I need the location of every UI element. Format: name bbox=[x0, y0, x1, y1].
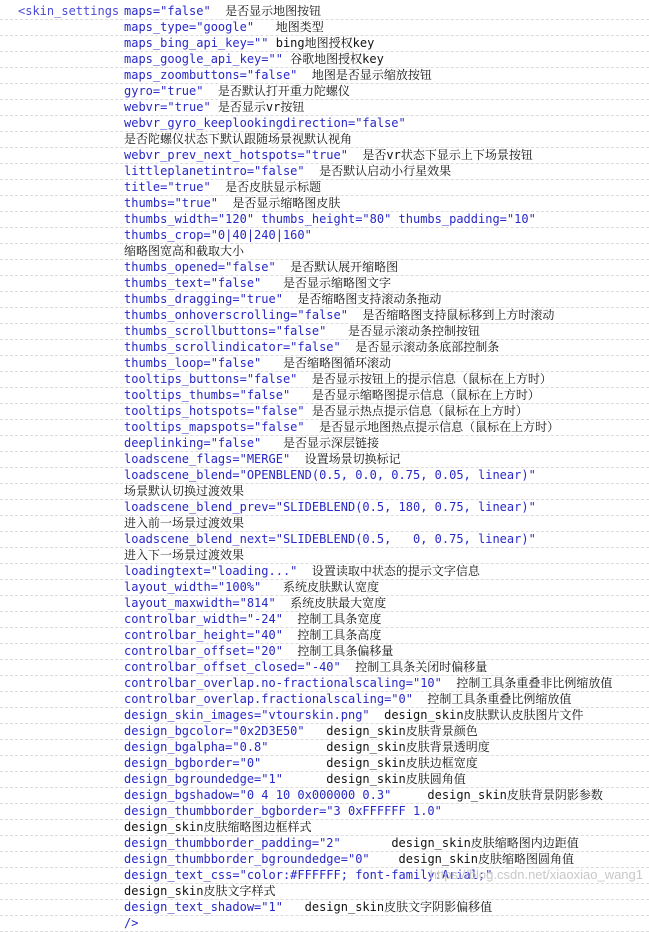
code-line bbox=[0, 516, 649, 532]
code-line bbox=[0, 708, 649, 724]
comment-text: 系统皮肤最大宽度 bbox=[275, 596, 387, 610]
code-line bbox=[0, 4, 649, 20]
code-text: tooltips_mapspots="false" 是否显示地图热点提示信息（鼠标在上方时） bbox=[124, 420, 560, 434]
comment-text: 是否显示缩略图文字 bbox=[261, 276, 391, 290]
comment-text: 场景默认切换过渡效果 bbox=[124, 484, 245, 498]
code-text bbox=[124, 884, 275, 899]
code-text: loadscene_blend_prev="SLIDEBLEND(0.5, 180, 0.75, linear)" bbox=[124, 500, 536, 514]
code-line bbox=[0, 36, 649, 52]
code-text: controlbar_width="-24" 控制工具条宽度 bbox=[124, 612, 382, 626]
code-text: thumbs_onhoverscrolling="false" 是否缩略图支持鼠标移到上方时滚动 bbox=[124, 308, 555, 322]
comment-text: 是否默认启动小行星效果 bbox=[304, 164, 452, 178]
code-text: controlbar_overlap.fractionalscaling="0" 控制工具条重叠比例缩放值 bbox=[124, 692, 572, 706]
code-text: design_bgroundedge="1" design_skin皮肤圆角值 bbox=[124, 772, 466, 786]
code-line bbox=[0, 84, 649, 100]
code-text: maps_zoombuttons="false" 地图是否显示缩放按钮 bbox=[124, 68, 432, 82]
code-line bbox=[0, 260, 649, 276]
code-text: design_thumbborder_bgborder="3 0xFFFFFF 1.0" bbox=[124, 804, 442, 818]
code-text: layout_maxwidth="814" 系统皮肤最大宽度 bbox=[124, 596, 387, 610]
code-text: maps="false" 是否显示地图按钮 bbox=[124, 4, 322, 18]
code-text bbox=[124, 516, 244, 531]
comment-text: design_skin皮肤背景颜色 bbox=[304, 724, 478, 738]
code-line bbox=[0, 132, 649, 148]
code-line bbox=[0, 52, 649, 68]
code-text: design_text_css="color:#FFFFFF; font-family:Arial;" bbox=[124, 868, 493, 882]
code-line bbox=[0, 20, 649, 36]
code-text: design_bgborder="0" design_skin皮肤边框宽度 bbox=[124, 756, 478, 770]
code-text: controlbar_overlap.no-fractionalscaling="10" 控制工具条重叠非比例缩放值 bbox=[124, 676, 613, 690]
code-line bbox=[0, 116, 649, 132]
comment-text: design_skin皮肤缩略图内边距值 bbox=[340, 836, 579, 850]
code-text: controlbar_offset_closed="-40" 控制工具条关闭时偏移量 bbox=[124, 660, 488, 674]
watermark: https://blog.csdn.net/xiaoxiao_wang1 bbox=[429, 867, 643, 882]
code-line bbox=[0, 916, 649, 932]
code-text: design_thumbborder_bgroundedge="0" design_skin皮肤缩略图圆角值 bbox=[124, 852, 575, 866]
comment-text: 是否缩略图支持鼠标移到上方时滚动 bbox=[347, 308, 555, 322]
code-line bbox=[0, 484, 649, 500]
comment-text: 地图是否显示缩放按钮 bbox=[297, 68, 432, 82]
code-line bbox=[0, 580, 649, 596]
code-text: design_bgshadow="0 4 10 0x000000 0.3" design_skin皮肤背景阴影参数 bbox=[124, 788, 603, 802]
comment-text: 进入下一场景过渡效果 bbox=[124, 548, 245, 562]
code-line bbox=[0, 900, 649, 916]
comment-text: 是否缩略图支持滚动条拖动 bbox=[282, 292, 442, 306]
comment-text: 是否缩略图循环滚动 bbox=[261, 356, 391, 370]
code-line bbox=[0, 212, 649, 228]
comment-text: design_skin皮肤文字样式 bbox=[124, 884, 276, 898]
code-line bbox=[0, 564, 649, 580]
comment-text: 是否显示热点提示信息（鼠标在上方时） bbox=[304, 404, 528, 418]
comment-text: 控制工具条宽度 bbox=[282, 612, 382, 626]
comment-text: bing地图授权key bbox=[268, 36, 375, 50]
code-line bbox=[0, 804, 649, 820]
code-line bbox=[0, 884, 649, 900]
code-text: thumbs_crop="0|40|240|160" bbox=[124, 228, 312, 242]
code-line bbox=[0, 724, 649, 740]
comment-text: design_skin皮肤背景阴影参数 bbox=[391, 788, 603, 802]
comment-text: 是否显示按钮上的提示信息（鼠标在上方时） bbox=[297, 372, 552, 386]
comment-text: 是否显示vr按钮 bbox=[210, 100, 305, 114]
code-line bbox=[0, 532, 649, 548]
code-line bbox=[0, 852, 649, 868]
comment-text: 是否陀螺仪状态下默认跟随场景视默认视角 bbox=[124, 132, 353, 146]
code-text: loadscene_flags="MERGE" 设置场景切换标记 bbox=[124, 452, 401, 466]
code-text: thumbs_scrollindicator="false" 是否显示滚动条底部控制条 bbox=[124, 340, 500, 354]
comment-text: 是否显示地图按钮 bbox=[210, 4, 322, 18]
code-text bbox=[124, 548, 244, 563]
comment-text: 控制工具条重叠比例缩放值 bbox=[412, 692, 572, 706]
code-line bbox=[0, 836, 649, 852]
code-text: design_text_shadow="1" design_skin皮肤文字阴影偏移值 bbox=[124, 900, 493, 914]
comment-text: 谷歌地图授权key bbox=[282, 52, 384, 66]
comment-text: 地图类型 bbox=[254, 20, 324, 34]
comment-text: 控制工具条关闭时偏移量 bbox=[340, 660, 488, 674]
comment-text: 是否显示地图热点提示信息（鼠标在上方时） bbox=[304, 420, 560, 434]
code-text: thumbs_opened="false" 是否默认展开缩略图 bbox=[124, 260, 399, 274]
code-line bbox=[0, 788, 649, 804]
code-line bbox=[0, 820, 649, 836]
code-text: thumbs_scrollbuttons="false" 是否显示滚动条控制按钮 bbox=[124, 324, 480, 338]
code-text: tooltips_hotspots="false" 是否显示热点提示信息（鼠标在上方时） bbox=[124, 404, 528, 418]
code-line bbox=[0, 292, 649, 308]
code-text: controlbar_height="40" 控制工具条高度 bbox=[124, 628, 382, 642]
code-line bbox=[0, 148, 649, 164]
code-line bbox=[0, 692, 649, 708]
code-text: design_thumbborder_padding="2" design_skin皮肤缩略图内边距值 bbox=[124, 836, 579, 850]
comment-text: design_skin皮肤圆角值 bbox=[282, 772, 466, 786]
comment-text: 控制工具条高度 bbox=[282, 628, 382, 642]
comment-text: 控制工具条重叠非比例缩放值 bbox=[441, 676, 613, 690]
code-text: maps_type="google" 地图类型 bbox=[124, 20, 324, 34]
code-text: loadscene_blend_next="SLIDEBLEND(0.5, 0, 0.75, linear)" bbox=[124, 532, 536, 546]
code-line bbox=[0, 68, 649, 84]
comment-text: design_skin皮肤背景透明度 bbox=[268, 740, 490, 754]
comment-text: 是否显示缩略图皮肤 bbox=[217, 196, 341, 210]
code-text: webvr_prev_next_hotspots="true" 是否vr状态下显示上下场景按钮 bbox=[124, 148, 533, 162]
comment-text: 系统皮肤默认宽度 bbox=[261, 580, 379, 594]
code-text bbox=[124, 820, 311, 835]
code-line bbox=[0, 388, 649, 404]
code-line bbox=[0, 756, 649, 772]
code-line bbox=[0, 324, 649, 340]
code-line bbox=[0, 404, 649, 420]
code-line bbox=[0, 244, 649, 260]
comment-text: 是否vr状态下显示上下场景按钮 bbox=[347, 148, 533, 162]
code-line bbox=[0, 644, 649, 660]
code-line bbox=[0, 372, 649, 388]
code-line bbox=[0, 196, 649, 212]
code-text: tooltips_thumbs="false" 是否显示缩略图提示信息（鼠标在上方时） bbox=[124, 388, 540, 402]
code-text bbox=[124, 132, 352, 147]
code-line bbox=[0, 596, 649, 612]
code-text: title="true" 是否皮肤显示标题 bbox=[124, 180, 322, 194]
code-text: maps_bing_api_key="" bing地图授权key bbox=[124, 36, 375, 50]
code-line bbox=[0, 308, 649, 324]
code-text: design_skin_images="vtourskin.png" design_skin皮肤默认皮肤图片文件 bbox=[124, 708, 584, 722]
code-line bbox=[0, 500, 649, 516]
code-text bbox=[124, 244, 244, 259]
code-line bbox=[0, 276, 649, 292]
code-text: thumbs_width="120" thumbs_height="80" thumbs_padding="10" bbox=[124, 212, 536, 226]
code-line bbox=[0, 452, 649, 468]
code-line bbox=[0, 468, 649, 484]
comment-text: 设置场景切换标记 bbox=[290, 452, 401, 466]
open-tag: <skin_settings bbox=[18, 4, 120, 18]
code-text: controlbar_offset="20" 控制工具条偏移量 bbox=[124, 644, 394, 658]
comment-text: design_skin皮肤默认皮肤图片文件 bbox=[369, 708, 584, 722]
comment-text: 控制工具条偏移量 bbox=[282, 644, 394, 658]
code-text: gyro="true" 是否默认打开重力陀螺仪 bbox=[124, 84, 350, 98]
comment-text: design_skin皮肤缩略图边框样式 bbox=[124, 820, 312, 834]
comment-text: 是否显示深层链接 bbox=[261, 436, 379, 450]
code-line bbox=[0, 548, 649, 564]
code-line bbox=[0, 628, 649, 644]
code-text: maps_google_api_key="" 谷歌地图授权key bbox=[124, 52, 384, 66]
code-text: thumbs_dragging="true" 是否缩略图支持滚动条拖动 bbox=[124, 292, 442, 306]
comment-text: design_skin皮肤缩略图圆角值 bbox=[369, 852, 575, 866]
code-text: tooltips_buttons="false" 是否显示按钮上的提示信息（鼠标在上方时） bbox=[124, 372, 552, 386]
comment-text: 是否显示滚动条底部控制条 bbox=[340, 340, 500, 354]
comment-text: design_skin皮肤边框宽度 bbox=[261, 756, 478, 770]
code-text: webvr="true" 是否显示vr按钮 bbox=[124, 100, 305, 114]
code-line bbox=[0, 420, 649, 436]
code-block bbox=[0, 4, 649, 932]
comment-text: design_skin皮肤文字阴影偏移值 bbox=[282, 900, 493, 914]
code-text: layout_width="100%" 系统皮肤默认宽度 bbox=[124, 580, 379, 594]
comment-text: 是否默认展开缩略图 bbox=[275, 260, 399, 274]
comment-text: 是否皮肤显示标题 bbox=[210, 180, 322, 194]
code-text: littleplanetintro="false" 是否默认启动小行星效果 bbox=[124, 164, 452, 178]
code-text: design_bgalpha="0.8" design_skin皮肤背景透明度 bbox=[124, 740, 490, 754]
code-text: loadingtext="loading..." 设置读取中状态的提示文字信息 bbox=[124, 564, 480, 578]
comment-text: 是否默认打开重力陀螺仪 bbox=[203, 84, 350, 98]
code-text: deeplinking="false" 是否显示深层链接 bbox=[124, 436, 379, 450]
comment-text: 是否显示缩略图提示信息（鼠标在上方时） bbox=[290, 388, 540, 402]
code-line bbox=[0, 356, 649, 372]
code-line bbox=[0, 340, 649, 356]
comment-text: 设置读取中状态的提示文字信息 bbox=[297, 564, 480, 578]
code-text: thumbs="true" 是否显示缩略图皮肤 bbox=[124, 196, 341, 210]
code-text: loadscene_blend="OPENBLEND(0.5, 0.0, 0.75, 0.05, linear)" bbox=[124, 468, 536, 482]
code-line bbox=[0, 180, 649, 196]
code-text: webvr_gyro_keeplookingdirection="false" bbox=[124, 116, 406, 130]
code-line bbox=[0, 772, 649, 788]
code-line bbox=[0, 100, 649, 116]
code-line bbox=[0, 740, 649, 756]
code-line bbox=[0, 164, 649, 180]
comment-text: 进入前一场景过渡效果 bbox=[124, 516, 245, 530]
code-line bbox=[0, 612, 649, 628]
code-line bbox=[0, 676, 649, 692]
code-text: thumbs_text="false" 是否显示缩略图文字 bbox=[124, 276, 391, 290]
code-line bbox=[0, 228, 649, 244]
code-text: /> bbox=[124, 916, 139, 930]
comment-text: 是否显示滚动条控制按钮 bbox=[326, 324, 480, 338]
code-text bbox=[124, 484, 244, 499]
comment-text: 缩略图宽高和截取大小 bbox=[124, 244, 245, 258]
code-line bbox=[0, 660, 649, 676]
code-text: thumbs_loop="false" 是否缩略图循环滚动 bbox=[124, 356, 391, 370]
code-text: design_bgcolor="0x2D3E50" design_skin皮肤背景颜色 bbox=[124, 724, 478, 738]
code-line bbox=[0, 436, 649, 452]
